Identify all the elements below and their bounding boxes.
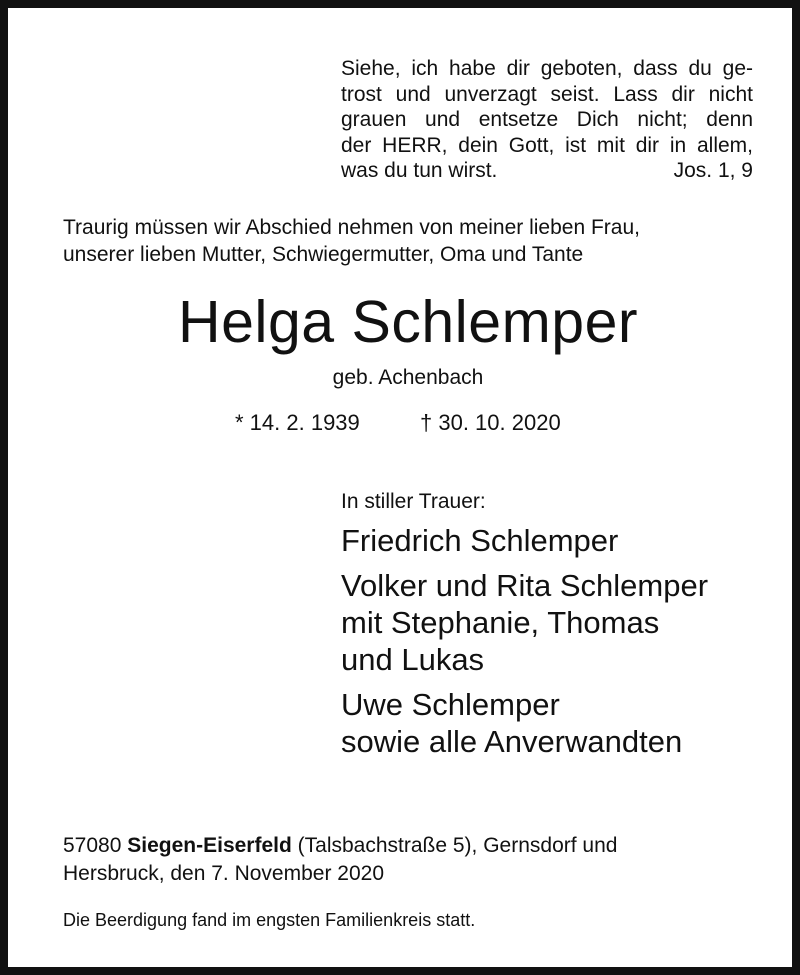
birth-date: * 14. 2. 1939	[235, 410, 360, 435]
mourner-line: sowie alle Anverwandten	[341, 724, 683, 759]
intro-line: unserer lieben Mutter, Schwiegermutter, Oma und Tante	[63, 243, 584, 266]
mourner-line: Friedrich Schlemper	[341, 523, 619, 558]
verse-line: trost und unverzagt seist. Lass dir nicht	[341, 82, 753, 106]
mourner-group	[341, 522, 781, 559]
verse-line: was du tun wirst.	[341, 159, 498, 182]
mourner-line: Uwe Schlemper	[341, 687, 560, 722]
verse-line: Siehe, ich habe dir geboten, dass du ge-	[341, 57, 753, 80]
mourner-group	[341, 686, 781, 760]
mourner-line: Volker und Rita Schlemper	[341, 568, 709, 603]
death-date: † 30. 10. 2020	[420, 410, 561, 435]
mourner-line: mit Stephanie, Thomas	[341, 605, 660, 640]
address-line-2: Hersbruck, den 7. November 2020	[63, 862, 384, 885]
postal-code: 57080	[63, 834, 122, 857]
address-line-1	[63, 832, 763, 860]
deceased-name: Helga Schlemper	[177, 289, 639, 355]
funeral-note: Die Beerdigung fand im engsten Familienkreis statt.	[63, 910, 476, 930]
intro-line: Traurig müssen wir Abschied nehmen von meiner lieben Frau,	[63, 216, 640, 239]
verse-last-line	[341, 158, 753, 184]
verse-line: der HERR, dein Gott, ist mit dir in allem,	[341, 133, 753, 157]
address-block	[63, 832, 763, 888]
intro-text	[63, 214, 763, 268]
mourners-list	[341, 522, 781, 768]
verse-line: grauen und entsetze Dich nicht; denn	[341, 108, 753, 131]
mourner-line: und Lukas	[341, 642, 485, 677]
place-name: Siegen-Eiserfeld	[127, 834, 292, 857]
mourners-label: In stiller Trauer:	[341, 490, 486, 513]
bible-verse	[341, 56, 753, 184]
address-rest: (Talsbachstraße 5), Gernsdorf und	[297, 834, 618, 857]
birth-name: geb. Achenbach	[332, 366, 484, 389]
mourner-group	[341, 567, 781, 678]
verse-reference: Jos. 1, 9	[673, 159, 753, 182]
